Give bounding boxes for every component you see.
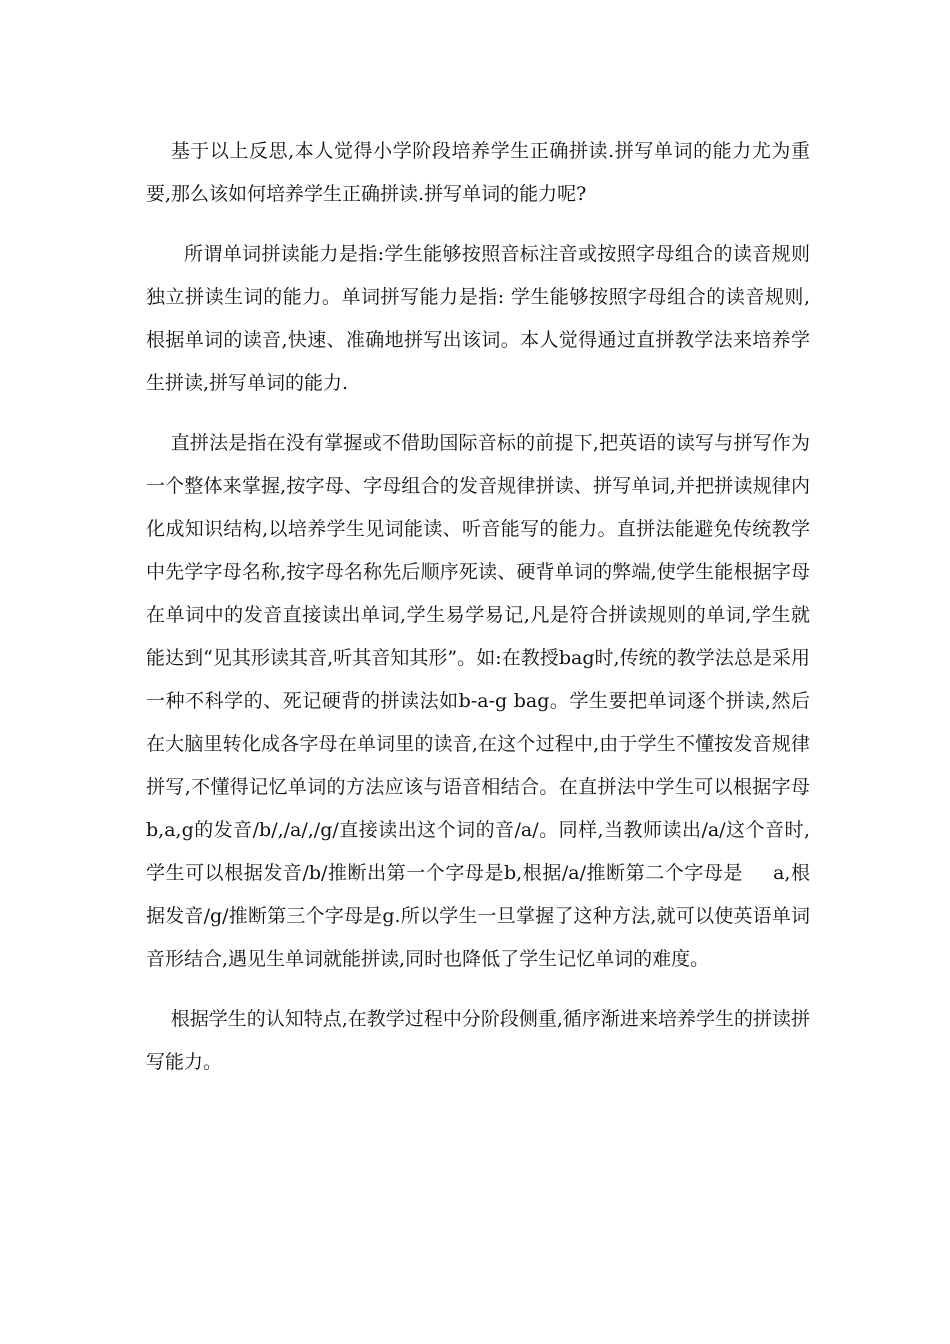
paragraph-conclusion-text: 根据学生的认知特点,在教学过程中分阶段侧重,循序渐进来培养学生的拼读拼写能力。: [146, 1008, 810, 1073]
document-body: [146, 130, 810, 1101]
paragraph-method-text-part1: 直拼法是指在没有掌握或不借助国际音标的前提下,把英语的读写与拼写作为一个整体来掌握,按字母、字母组合的发音规律拼读、拼写单词,并把拼读规律内化成知识结构,以培养学生见词能读、听音能写的能力。直拼法能避免传统教学中先学字母名称,按字母名称先后顺序死读、硬背单词的弊端,使学生能根据字母在单词中的发音直接读出单词,学生易学易记,凡是符合拼读规则的单词,学生就能达到“见其形读其音,听其音知其形”。如:在教授bag时,传统的教学法总是采用一种不科学的、死记硬背的拼读法如b-a-g bag。学生要把单词逐个拼读,然后在大脑里转化成各字母在单词里的读音,在这个过程中,由于学生不懂按发音规律拼写,不懂得记忆单词的方法应该与语音相结合。在直拼法中学生可以根据字母b,a,g的发音/b/,/a/,/g/直接读出这个词的音/a/。同样,当教师读出/a/这个音时,学生可以根据发音/b/推断出第一个字母是b,根据/a/推断第二个字母是: [146, 432, 810, 884]
paragraph-definition: [146, 233, 810, 405]
paragraph-reflection-text: 基于以上反思,本人觉得小学阶段培养学生正确拼读.拼写单词的能力尤为重要,那么该如何培养学生正确拼读.拼写单词的能力呢?: [146, 140, 810, 205]
paragraph-reflection: [146, 130, 810, 216]
paragraph-definition-text: 所谓单词拼读能力是指:学生能够按照音标注音或按照字母组合的读音规则独立拼读生词的能力。单词拼写能力是指: 学生能够按照字母组合的读音规则,根据单词的读音,快速、准确地拼写出该词。本人觉得通过直拼教学法来培养学生拼读,拼写单词的能力.: [146, 243, 810, 394]
paragraph-direct-spelling-method: [146, 422, 810, 981]
paragraph-method-text-part2: a,根据发音/g/推断第三个字母是g.所以学生一旦掌握了这种方法,就可以使英语单词音形结合,遇见生单词就能拼读,同时也降低了学生记忆单词的难度。: [146, 862, 810, 970]
paragraph-conclusion: [146, 998, 810, 1084]
